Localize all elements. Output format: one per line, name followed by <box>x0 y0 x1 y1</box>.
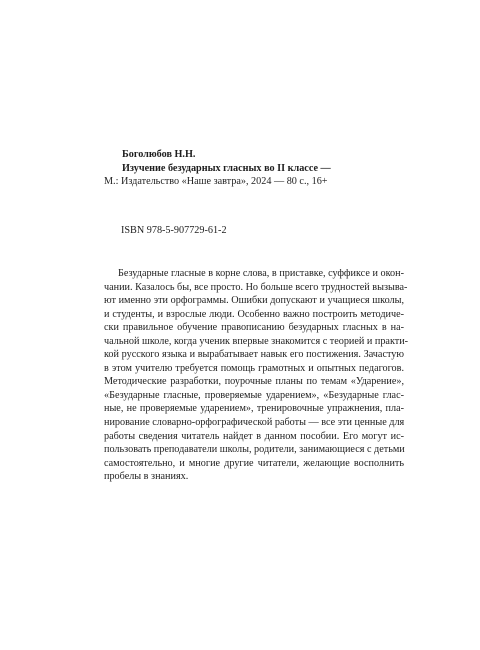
book-title: Изучение безударных гласных во II классе — <box>122 162 331 174</box>
annotation-line: Безударные гласные в корне слова, в приставке, суффиксе и окон- <box>118 268 404 279</box>
annotation-line: нирование словарно-орфографической работы — все эти ценные для <box>104 417 405 429</box>
annotation-line: пробелы в знаниях. <box>104 471 189 483</box>
publication-info: М.: Издательство «Наше завтра», 2024 — 80 с., 16+ <box>104 176 328 188</box>
annotation-line: работы сведения читатель найдет в данном пособии. Его могут ис- <box>104 430 404 442</box>
annotation-line: в этом учителю требуется помощь грамотных и опытных педагогов. <box>104 362 404 374</box>
bibliographic-record <box>104 148 404 189</box>
annotation-line: «Безударные гласные, проверяемые ударением», «Безударные глас- <box>104 389 404 401</box>
annotation-text <box>104 267 409 484</box>
annotation-line: ски правильное обучение правописанию безударных гласных в на- <box>104 322 404 334</box>
isbn-number: ISBN 978-5-907729-61-2 <box>121 225 227 236</box>
annotation-line: ют именно эти орфограммы. Ошибки допускают и учащиеся школы, <box>104 295 404 307</box>
annotation-line: пользовать преподаватели школы, родители, занимающиеся с детьми <box>104 444 405 456</box>
author-name: Боголюбов Н.Н. <box>122 149 196 160</box>
annotation-line: кой русского языка и вырабатывает навык его постижения. Зачастую <box>104 349 404 361</box>
annotation-line: чании. Казалось бы, все просто. Но больше всего трудностей вызыва- <box>104 281 408 293</box>
annotation-line: ные, не проверяемые ударением», тренировочные упражнения, пла- <box>104 403 404 415</box>
annotation-line: Методические разработки, поурочные планы по темам «Ударение», <box>104 376 404 388</box>
annotation-line: самостоятельно, и многие другие читатели, желающие восполнить <box>104 457 404 469</box>
annotation-line: чальной школе, когда ученик впервые знакомится с теорией и практи- <box>104 335 409 347</box>
annotation-line: и студенты, и взрослые люди. Особенно важно построить методиче- <box>104 308 404 320</box>
